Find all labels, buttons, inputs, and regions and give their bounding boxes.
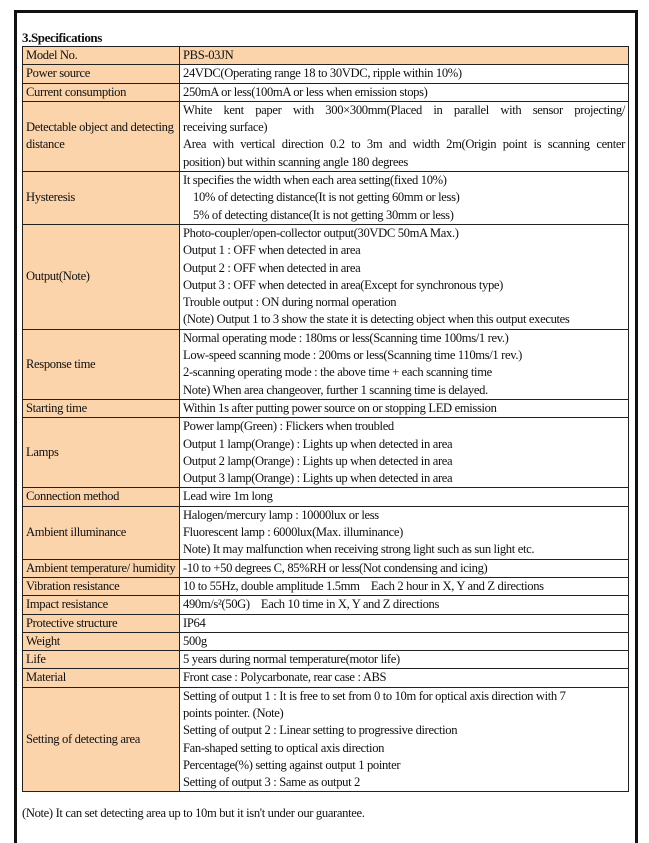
spec-value-line: Fan-shaped setting to optical axis direction — [183, 740, 385, 755]
spec-value-line: Output 2 lamp(Orange) : Lights up when detected in area — [183, 453, 453, 468]
spec-value-line: 5 years during normal temperature(motor life) — [183, 652, 400, 667]
spec-value-line: 250mA or less(100mA or less when emission stops) — [183, 84, 428, 99]
spec-value-line: Power lamp(Green) : Flickers when troubled — [183, 419, 394, 434]
spec-value-line: Note) It may malfunction when receiving strong light such as sun light etc. — [183, 542, 535, 557]
spec-row — [23, 488, 629, 506]
spec-value-line: Setting of output 1 : It is free to set from 0 to 10m for optical axis direction with 7 — [183, 688, 566, 703]
spec-value-line: Halogen/mercury lamp : 10000lux or less — [183, 507, 379, 522]
spec-row — [23, 65, 629, 83]
spec-value-line: Front case : Polycarbonate, rear case : ABS — [183, 670, 387, 685]
spec-value — [180, 614, 629, 632]
spec-value-line: Area with vertical direction 0.2 to 3m and width 2m(Origin point is scanning center — [183, 137, 625, 152]
spec-row — [23, 172, 629, 225]
spec-value — [180, 399, 629, 417]
spec-value-line: Photo-coupler/open-collector output(30VDC 50mA Max.) — [183, 225, 459, 240]
spec-value-line: White kent paper with 300×300mm(Placed in parallel with sensor projecting/ — [183, 102, 625, 117]
spec-value-line: -10 to +50 degrees C, 85%RH or less(Not condensing and icing) — [183, 560, 488, 575]
spec-value-line: Normal operating mode : 180ms or less(Scanning time 100ms/1 rev.) — [183, 330, 509, 345]
spec-row — [23, 669, 629, 687]
spec-value — [180, 65, 629, 83]
spec-value-line: 5% of detecting distance(It is not getting 30mm or less) — [193, 207, 454, 222]
spec-value-line: (Note) Output 1 to 3 show the state it is detecting object when this output executes — [183, 312, 570, 327]
spec-label: Hysteresis — [23, 172, 180, 225]
spec-label: Protective structure — [23, 614, 180, 632]
spec-value-line: points pointer. (Note) — [183, 705, 284, 720]
spec-value — [180, 101, 629, 171]
spec-value — [180, 669, 629, 687]
spec-row — [23, 577, 629, 595]
spec-row — [23, 596, 629, 614]
specifications-table — [22, 46, 629, 792]
spec-label: Material — [23, 669, 180, 687]
spec-value-line: It specifies the width when each area setting(fixed 10%) — [183, 173, 447, 188]
footnote: (Note) It can set detecting area up to 10m but it isn't under our guarantee. — [22, 806, 365, 820]
spec-label: Impact resistance — [23, 596, 180, 614]
spec-value-line: Setting of output 2 : Linear setting to progressive direction — [183, 723, 458, 738]
spec-row — [23, 632, 629, 650]
spec-value-line: Fluorescent lamp : 6000lux(Max. illuminance) — [183, 525, 403, 540]
spec-label: Ambient illuminance — [23, 506, 180, 559]
spec-value-line: 24VDC(Operating range 18 to 30VDC, ripple within 10%) — [183, 66, 462, 81]
spec-label: Model No. — [23, 47, 180, 65]
spec-value-line: 10% of detecting distance(It is not getting 60mm or less) — [193, 190, 460, 205]
spec-label: Setting of detecting area — [23, 687, 180, 792]
spec-label: Starting time — [23, 399, 180, 417]
spec-row — [23, 687, 629, 792]
spec-value-line: Percentage(%) setting against output 1 pointer — [183, 757, 401, 772]
spec-value-line: receiving surface) — [183, 120, 268, 135]
spec-row — [23, 329, 629, 399]
spec-label: Output(Note) — [23, 224, 180, 329]
spec-label: Weight — [23, 632, 180, 650]
spec-value — [180, 651, 629, 669]
spec-row — [23, 614, 629, 632]
spec-value — [180, 224, 629, 329]
spec-value-line: Within 1s after putting power source on or stopping LED emission — [183, 400, 497, 415]
section-title: 3.Specifications — [22, 30, 102, 45]
spec-value-line: PBS-03JN — [183, 48, 234, 62]
spec-label: Lamps — [23, 418, 180, 488]
spec-value-line: 490m/s²(50G) Each 10 time in X, Y and Z directions — [183, 597, 440, 612]
spec-label: Life — [23, 651, 180, 669]
spec-row — [23, 506, 629, 559]
spec-value — [180, 418, 629, 488]
spec-value-line: position) but within scanning angle 180 degrees — [183, 154, 408, 169]
spec-row — [23, 559, 629, 577]
spec-row — [23, 399, 629, 417]
spec-label: Detectable object and detecting distance — [23, 101, 180, 171]
spec-value — [180, 559, 629, 577]
spec-label: Ambient temperature/ humidity — [23, 559, 180, 577]
spec-label: Vibration resistance — [23, 577, 180, 595]
spec-value-line: Output 3 lamp(Orange) : Lights up when detected in area — [183, 471, 453, 486]
spec-value-line: 500g — [183, 633, 207, 648]
spec-label: Power source — [23, 65, 180, 83]
spec-value — [180, 172, 629, 225]
spec-value — [180, 488, 629, 506]
spec-row — [23, 101, 629, 171]
spec-value-line: Setting of output 3 : Same as output 2 — [183, 775, 360, 790]
spec-value-line: Output 2 : OFF when detected in area — [183, 260, 361, 275]
spec-value — [180, 632, 629, 650]
spec-value-line: Low-speed scanning mode : 200ms or less(Scanning time 110ms/1 rev.) — [183, 348, 523, 363]
spec-value — [180, 506, 629, 559]
spec-row — [23, 47, 629, 65]
spec-label: Response time — [23, 329, 180, 399]
spec-value-line: 2-scanning operating mode : the above time + each scanning time — [183, 365, 492, 380]
spec-value-line: Note) When area changeover, further 1 scanning time is delayed. — [183, 382, 488, 397]
spec-value — [180, 329, 629, 399]
spec-value — [180, 687, 629, 792]
spec-value-line: IP64 — [183, 615, 206, 630]
spec-value — [180, 47, 629, 65]
spec-row — [23, 224, 629, 329]
spec-row — [23, 83, 629, 101]
spec-row — [23, 418, 629, 488]
spec-value-line: 10 to 55Hz, double amplitude 1.5mm Each 2 hour in X, Y and Z directions — [183, 578, 544, 593]
spec-value-line: Lead wire 1m long — [183, 489, 273, 504]
spec-value-line: Output 3 : OFF when detected in area(Except for synchronous type) — [183, 277, 503, 292]
spec-value — [180, 83, 629, 101]
spec-label: Current consumption — [23, 83, 180, 101]
spec-row — [23, 651, 629, 669]
spec-value-line: Output 1 : OFF when detected in area — [183, 243, 361, 258]
spec-value — [180, 596, 629, 614]
spec-value-line: Output 1 lamp(Orange) : Lights up when detected in area — [183, 436, 453, 451]
spec-label: Connection method — [23, 488, 180, 506]
spec-value — [180, 577, 629, 595]
spec-value-line: Trouble output : ON during normal operation — [183, 295, 397, 310]
